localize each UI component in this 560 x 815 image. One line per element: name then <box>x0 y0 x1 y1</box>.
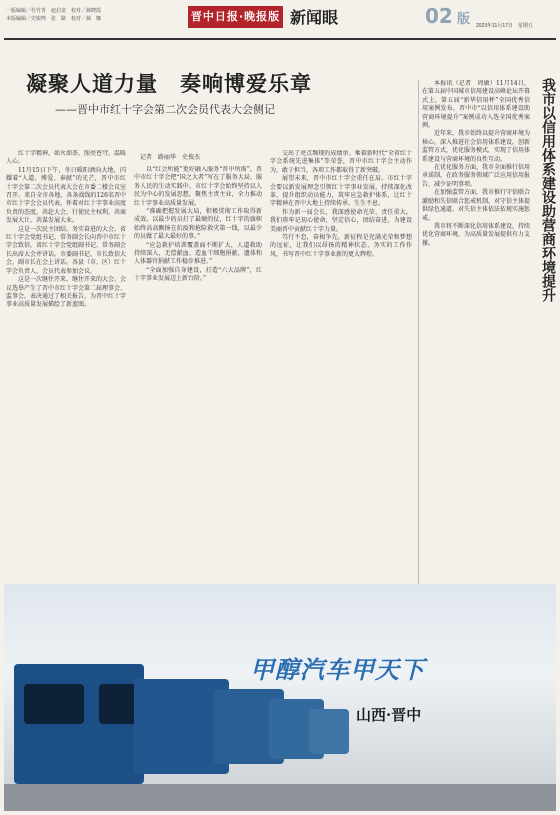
truck-image <box>14 664 144 784</box>
paragraph: 本报讯（记者 周敏）11月14日，在第五届中国城市信用建设高峰论坛开幕式上，第五届“新华信用杯”全国优秀信用案例发布，晋中市“以信用体系建设助营商环境提升”案例成功入选全国优秀案例。 <box>422 80 530 130</box>
paragraph: 笃行不怠，奋楫争先。新征程是充满光荣和梦想的远征，让我们以昂扬的精神状态、务实的工作作风，书写晋中红十字事业新的更大辉煌。 <box>270 234 412 258</box>
article-byline: 记者 路丽华 史俊杰 <box>140 155 201 161</box>
paragraph: 在优化服务方面，我市全面推行信用承诺制，在政务服务领域广泛应用信用报告，减少证明事项。 <box>422 164 530 188</box>
paragraph: “应急救护培训覆盖面不断扩大，人道救助持续深入，无偿献血、造血干细胞捐献、遗体和人体器官捐献工作稳步推进。” <box>134 241 262 266</box>
paragraph: “全面加强自身建设，打造“六大品牌”，红十字事业发展迈上新台阶。” <box>134 266 262 283</box>
article-headline: 凝聚人道力量 奏响博爱乐章 <box>26 72 312 96</box>
ad-slogan: 甲醇汽车甲天下 <box>250 655 425 684</box>
news-brief-title: 我市以信用体系建设助营商环境提升 <box>540 78 556 302</box>
paragraph: 这是一次民主团结、务实奋进的大会。省红十字会党组书记、常务副会长向晋中市红十字会致信，省红十字会党组副书记、常务副会长出席大会并讲话。市委副书记、市长致信大会，副市长在会上讲话。各县（市、区）红十字会负责人，会员代表参加会议。 <box>6 225 126 275</box>
truck-advertisement <box>4 584 556 811</box>
paragraph: 作为新一届会长，我深感使命光荣、责任重大。我们将牢记初心使命，坚定信心，团结奋进，为建设美丽晋中贡献红十字力量。 <box>270 208 412 233</box>
masthead <box>0 0 560 40</box>
article-column-2 <box>134 166 262 580</box>
truck-image <box>99 684 139 724</box>
paragraph: 在加强监管方面，我市推行守信联合激励和失信联合惩戒机制，对守信主体提供绿色通道，对失信主体依法依规实施惩戒。 <box>422 189 530 222</box>
page-number: 02 <box>425 4 453 28</box>
paragraph: 这是一次继往开来、继往开来的大会。会议选举产生了晋中市红十字会第二届理事会、监事会，表决通过了相关报告，为晋中红十字事业高质量发展描绘了新蓝图。 <box>6 276 126 309</box>
page-number-suffix: 版 <box>457 12 471 27</box>
paragraph: 近年来，我市始终以提升营商环境为核心，深入推进社会信用体系建设，创新监管方式，优化服务模式，实现了信用体系建设与营商环境的良性互动。 <box>422 130 530 163</box>
paragraph: 以“红会所能”更好融入服务“晋中所需”，晋中市红十字会把“国之大者”写在了服务大局、服务人民的生动实践中。市红十字会始终坚持以人民为中心的发展思想，聚焦主责主业，全力推动红十字事业高质量发展。 <box>134 166 262 207</box>
credit-line: 一版编辑／杜竹青 赵启龙 校对／郝晓霞 <box>6 8 102 14</box>
truck-image <box>24 684 84 724</box>
article-column-1 <box>6 150 126 580</box>
ad-location: 山西·晋中 <box>356 706 422 724</box>
article-subhead: ——晋中市红十字会第二次会员代表大会侧记 <box>55 103 275 116</box>
masthead-rule <box>4 38 556 40</box>
issue-date: 2023年11月17日 星期五 <box>476 23 533 29</box>
paragraph: 展望未来，晋中市红十字会重任在肩。市红十字会要以新发展理念引领红十字事业发展，持续深化改革，提升组织动员能力，筑牢应急救护体系，让红十字精神在晋中大地上持续传承、生生不息。 <box>270 175 412 208</box>
paragraph: 红十字精神，如火如荼，照亮苍穹，温暖人心。 <box>6 150 126 166</box>
paragraph: 我市将不断深化信用体系建设，持续优化营商环境，为高质量发展提供有力支撑。 <box>422 222 530 247</box>
column-divider <box>418 80 419 620</box>
section-name: 新闻眼 <box>290 8 339 27</box>
paragraph: “准确把握发展大局，积极贯彻工作取得新成效。以最少的员打了最硬的仗，红十字的旗帜始终高高飘扬在抗疫和抢险救灾第一线，以最少的员做了最大最好的事。” <box>134 208 262 241</box>
credit-line: 本版编辑／史锐鸣 张 路 校对／郝 娜 <box>6 16 102 22</box>
paragraph: 11月15日下午，冬日暖阳洒向大地，闪耀着“人道、博爱、奉献”的光芒，晋中市红十字会第二次会员代表大会在市委二楼会议室召开。来自全市各地、各条战线的126名晋中市红十字会会员代表，怀着对红十字事业高度负责的态度，共赴大会，行使民主权利，共商发展大计，共谋发展大业。 <box>6 166 126 225</box>
newspaper-logo: 晋中日报·晚报版 <box>188 6 283 28</box>
truck-image <box>4 784 556 811</box>
news-brief-column <box>422 80 530 620</box>
truck-image <box>309 709 349 754</box>
editor-credits <box>6 7 156 23</box>
article-column-3 <box>270 150 412 580</box>
paragraph: 交出了亮点频现的成绩单。乘着新时代“全省红十字会系统先进集体”等荣誉，晋中市红十字会主动作为，敢于担当，各项工作都取得了新突破。 <box>270 150 412 174</box>
